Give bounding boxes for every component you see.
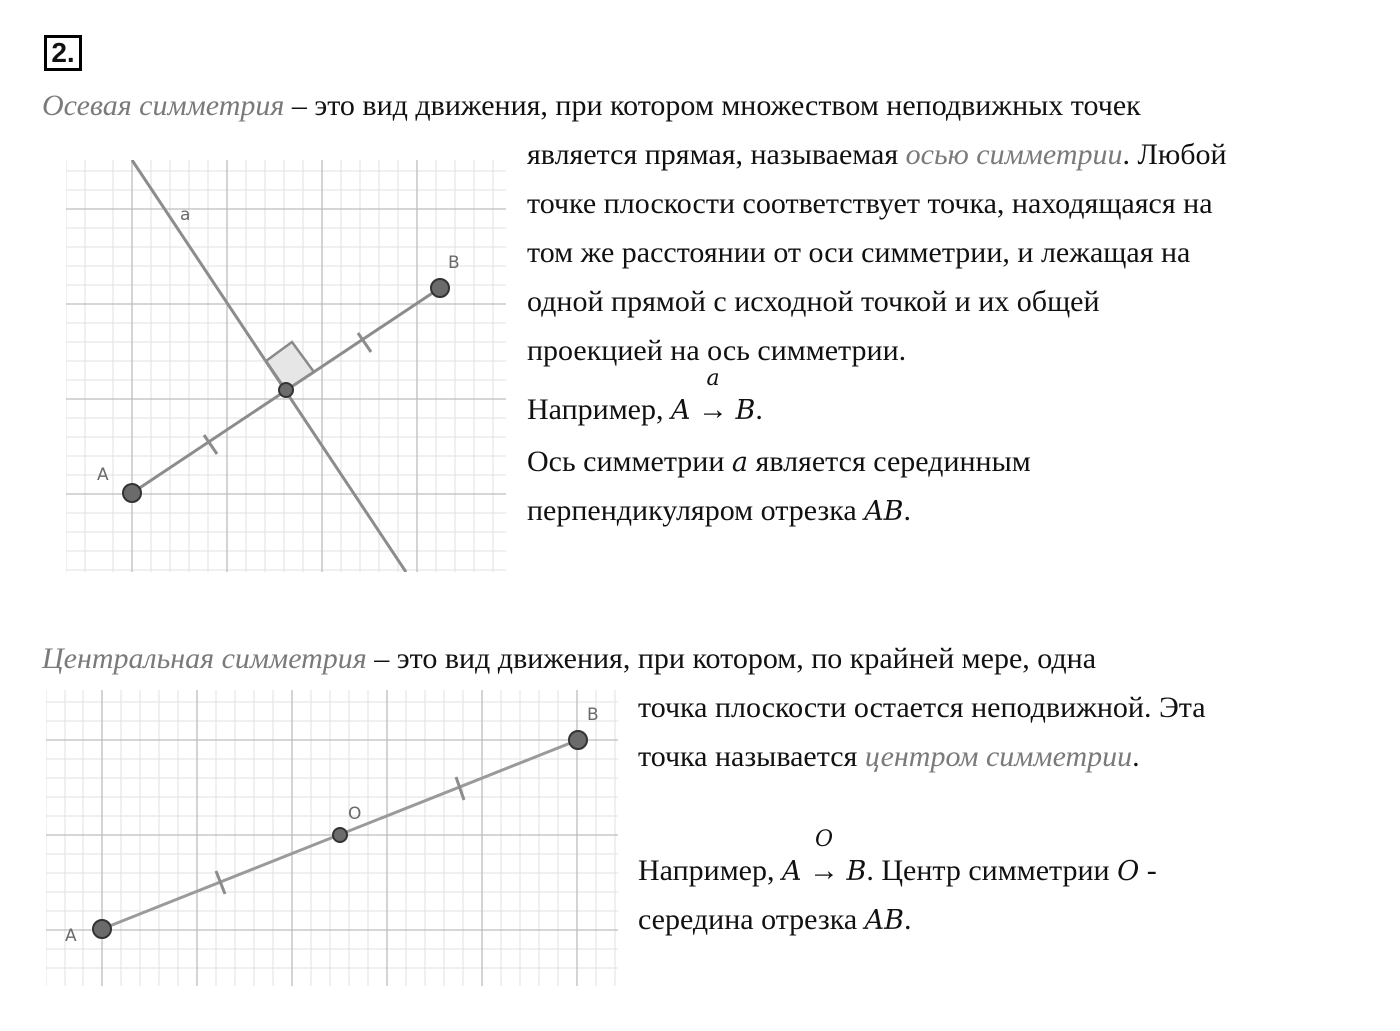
axial-example-to: B bbox=[735, 395, 756, 426]
axial-example-mapping bbox=[698, 366, 728, 428]
axial-example-from: A bbox=[671, 395, 691, 426]
central-example-post2: - bbox=[1139, 854, 1157, 887]
point-a bbox=[123, 484, 141, 502]
central-line-6-post: . bbox=[904, 903, 912, 936]
central-line-3 bbox=[638, 739, 1140, 775]
axial-line-8 bbox=[527, 444, 1031, 481]
axial-line-5: одной прямой с исходной точкой и их общей bbox=[527, 285, 1100, 318]
axial-example bbox=[527, 366, 763, 429]
label-point-b: B bbox=[587, 705, 599, 725]
axial-line-9 bbox=[527, 493, 911, 530]
central-symmetry-figure bbox=[46, 690, 618, 986]
axial-example-arrow: → bbox=[698, 393, 728, 426]
central-example-pre: Например, bbox=[638, 854, 782, 887]
axial-symmetry-figure bbox=[66, 160, 506, 572]
axial-line-1-rest: – это вид движения, при котором множеством неподвижных точек bbox=[284, 89, 1141, 122]
midpoint bbox=[279, 383, 293, 397]
axial-line-4: том же расстоянии от оси симметрии, и лежащая на bbox=[527, 236, 1191, 269]
central-example-to: B bbox=[846, 856, 867, 887]
label-point-a: A bbox=[65, 926, 77, 946]
axial-line-2 bbox=[527, 137, 1227, 173]
central-line-6 bbox=[638, 902, 912, 939]
axial-line-9-pre: перпендикуляром отрезка bbox=[527, 494, 865, 527]
axial-line-2-pre: является прямая, называемая bbox=[527, 138, 906, 171]
axial-term: Осевая симметрия bbox=[42, 89, 285, 122]
right-angle-marker bbox=[266, 342, 314, 390]
central-line-1-rest: – это вид движения, при котором, по крайней мере, одна bbox=[366, 642, 1097, 675]
label-point-a: A bbox=[97, 465, 109, 485]
axial-example-pre: Например, bbox=[527, 393, 671, 426]
label-point-o: O bbox=[348, 804, 362, 824]
central-example-from: A bbox=[782, 856, 802, 887]
axis-term: осью симметрии bbox=[905, 138, 1123, 171]
central-term: Центральная симметрия bbox=[42, 642, 367, 675]
axial-example-post: . bbox=[755, 393, 763, 426]
central-line-1 bbox=[42, 641, 1096, 677]
axis-line-a bbox=[132, 160, 406, 572]
central-line-2: точка плоскости остается неподвижной. Эта bbox=[638, 691, 1206, 724]
central-line-3-pre: точка называется bbox=[638, 740, 865, 773]
central-line-3-post: . bbox=[1132, 740, 1140, 773]
point-a bbox=[93, 920, 111, 938]
axial-line-6: проекцией на ось симметрии. bbox=[527, 334, 907, 367]
task-number: 2. bbox=[44, 35, 82, 71]
central-example-var: O bbox=[1117, 856, 1140, 887]
point-b bbox=[431, 279, 449, 297]
central-example-arrow: → bbox=[809, 854, 839, 887]
axial-example-arrow-label: a bbox=[706, 366, 720, 391]
axial-line-3: точке плоскости соответствует точка, находящаяся на bbox=[527, 187, 1213, 220]
center-point-o bbox=[333, 828, 347, 842]
axial-line-9-var: AB bbox=[864, 496, 904, 527]
axial-line-2-post: . Любой bbox=[1122, 138, 1227, 171]
label-axis-a: a bbox=[180, 205, 191, 225]
axial-line-8-post: является серединным bbox=[748, 445, 1031, 478]
central-example-mapping bbox=[809, 827, 839, 889]
axial-line-9-post: . bbox=[903, 494, 912, 527]
point-b bbox=[569, 731, 587, 749]
axial-line-8-pre: Ось симметрии bbox=[527, 445, 732, 478]
central-example-post1: . Центр симметрии bbox=[866, 854, 1118, 887]
axial-line-1 bbox=[42, 88, 1141, 124]
central-example-arrow-label: O bbox=[814, 827, 834, 852]
central-line-6-pre: середина отрезка bbox=[638, 903, 865, 936]
axial-line-8-var: a bbox=[731, 447, 749, 478]
central-line-6-var: AB bbox=[864, 905, 904, 936]
label-point-b: B bbox=[448, 253, 460, 273]
central-example bbox=[638, 827, 1157, 890]
center-term: центром симметрии bbox=[864, 740, 1133, 773]
